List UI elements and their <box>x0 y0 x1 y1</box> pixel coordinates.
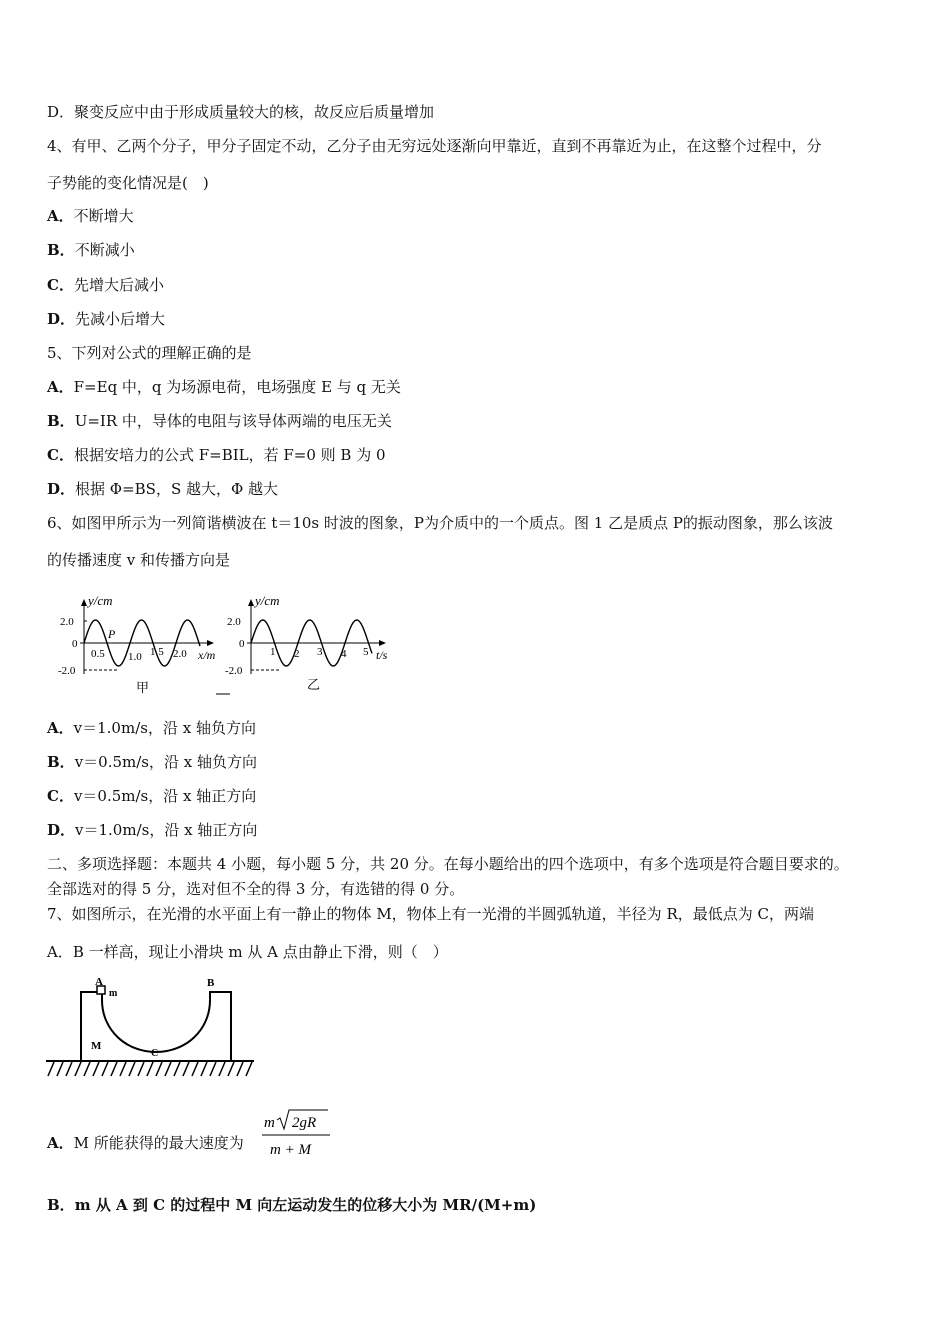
hatch-line <box>84 1062 90 1076</box>
hatch-line <box>210 1062 216 1076</box>
q5-option-a: A．F=Eq 中，q 为场源电荷，电场强度 E 与 q 无关 <box>47 378 401 396</box>
hatch-line <box>219 1062 225 1076</box>
graph-yi-y-label: y/cm <box>255 593 280 608</box>
section2-line1: 二、多项选择题：本题共 4 小题，每小题 5 分，共 20 分。在每小题给出的四个选项中，有多个选项是符合题目要求的。 <box>47 855 849 873</box>
q5-option-c: C．根据安培力的公式 F=BIL，若 F=0 则 B 为 0 <box>47 446 386 464</box>
q5-stem: 5、下列对公式的理解正确的是 <box>47 344 252 362</box>
graph-yi-y-neg: -2.0 <box>225 665 243 677</box>
graph-jia-y-arrow <box>81 599 87 606</box>
graph-jia <box>58 593 230 695</box>
graph-yi-tick-2: 2 <box>294 648 300 660</box>
q4-stem-line1: 4、有甲、乙两个分子，甲分子固定不动，乙分子由无穷远处逐渐向甲靠近，直到不再靠近为止，在这整个过程中，分 <box>47 137 822 155</box>
q6-option-b: B．v＝0.5m/s，沿 x 轴负方向 <box>47 753 257 771</box>
graph-jia-tick-1: 0.5 <box>91 648 105 660</box>
hatch-line <box>102 1062 108 1076</box>
hatch-line <box>93 1062 99 1076</box>
q7-stem-line1: 7、如图所示，在光滑的水平面上有一静止的物体 M，物体上有一光滑的半圆弧轨道，半径为 R，最低点为 C，两端 <box>47 905 814 923</box>
hatch-line <box>237 1062 243 1076</box>
hatch-line <box>129 1062 135 1076</box>
q4-option-b: B．不断减小 <box>47 241 135 259</box>
label-c: C <box>151 1048 159 1059</box>
graph-yi-x-arrow <box>379 640 386 646</box>
label-m-small: m <box>109 988 118 999</box>
graph-jia-tick-3: 1.5 <box>150 646 164 658</box>
label-a: A <box>95 976 103 988</box>
graph-jia-x-arrow <box>207 640 214 646</box>
hatch-line <box>120 1062 126 1076</box>
q4-option-d: D．先减小后增大 <box>47 310 166 328</box>
graph-yi-tick-1: 1 <box>270 646 276 658</box>
graph-jia-y-pos: 2.0 <box>60 616 74 628</box>
graph-jia-y-neg: -2.0 <box>58 665 76 677</box>
graph-yi-origin: 0 <box>239 638 245 650</box>
graph-jia-caption: 甲 <box>136 680 150 695</box>
graph-jia-point-p: P <box>108 627 116 641</box>
graph-yi-tick-3: 3 <box>317 646 323 658</box>
graph-jia-y-label: y/cm <box>88 593 113 608</box>
label-b: B <box>207 977 215 989</box>
hatch-line <box>246 1062 252 1076</box>
hatch-line <box>192 1062 198 1076</box>
hatch-line <box>156 1062 162 1076</box>
q6-wave-graphs <box>40 590 410 705</box>
graph-yi-y-pos: 2.0 <box>227 616 241 628</box>
fraction-num-m: m <box>264 1115 275 1131</box>
section2-line2: 全部选对的得 5 分，选对但不全的得 3 分，有选错的得 0 分。 <box>47 880 465 898</box>
ground-hatching <box>48 1062 252 1076</box>
hatch-line <box>48 1062 54 1076</box>
q5-option-b: B．U=IR 中，导体的电阻与该导体两端的电压无关 <box>47 412 392 430</box>
graph-yi-tick-5: 5 <box>363 646 369 658</box>
q7-option-a: A．M 所能获得的最大速度为 <box>47 1134 244 1152</box>
hatch-line <box>75 1062 81 1076</box>
hatch-line <box>66 1062 72 1076</box>
hatch-line <box>183 1062 189 1076</box>
hatch-line <box>165 1062 171 1076</box>
q7-track-figure <box>44 972 256 1082</box>
q7-option-b: B．m 从 A 到 C 的过程中 M 向左运动发生的位移大小为 MR/(M+m) <box>47 1196 537 1214</box>
q3-option-d: D．聚变反应中由于形成质量较大的核，故反应后质量增加 <box>47 103 435 121</box>
hatch-line <box>147 1062 153 1076</box>
fraction-den: m + M <box>270 1142 311 1158</box>
q6-option-c: C．v＝0.5m/s，沿 x 轴正方向 <box>47 787 257 805</box>
q4-stem-line2: 子势能的变化情况是( ) <box>47 174 209 192</box>
q5-option-d: D．根据 Φ=BS，S 越大，Φ 越大 <box>47 480 279 498</box>
hatch-line <box>111 1062 117 1076</box>
graph-yi <box>225 593 388 692</box>
q6-option-a: A．v＝1.0m/s，沿 x 轴负方向 <box>47 719 256 737</box>
graph-jia-origin: 0 <box>72 638 78 650</box>
hatch-line <box>174 1062 180 1076</box>
graph-yi-tick-4: 4 <box>341 648 347 660</box>
graph-jia-tick-4: 2.0 <box>173 648 187 660</box>
graph-yi-y-arrow <box>248 599 254 606</box>
q7-option-a-fraction <box>258 1108 332 1158</box>
q6-option-d: D．v＝1.0m/s，沿 x 轴正方向 <box>47 821 258 839</box>
q7-stem-line2: A．B 一样高，现让小滑块 m 从 A 点由静止下滑，则（ ） <box>47 943 448 961</box>
q4-option-c: C．先增大后减小 <box>47 276 164 294</box>
hatch-line <box>138 1062 144 1076</box>
graph-yi-caption: 乙 <box>307 677 321 692</box>
graph-yi-x-label: t/s <box>376 648 388 662</box>
hatch-line <box>201 1062 207 1076</box>
hatch-line <box>228 1062 234 1076</box>
hatch-line <box>57 1062 63 1076</box>
q6-stem-line1: 6、如图甲所示为一列简谐横波在 t＝10s 时波的图象，P为介质中的一个质点。图 1 乙是质点 P的振动图象，那么该波 <box>47 514 833 532</box>
q4-option-a: A．不断增大 <box>47 207 134 225</box>
q6-stem-line2: 的传播速度 v 和传播方向是 <box>47 551 231 569</box>
fraction-num-radicand: 2gR <box>292 1115 317 1131</box>
label-m-big: M <box>91 1040 102 1052</box>
graph-jia-tick-2: 1.0 <box>128 651 142 663</box>
graph-jia-x-label: x/m <box>198 648 216 662</box>
